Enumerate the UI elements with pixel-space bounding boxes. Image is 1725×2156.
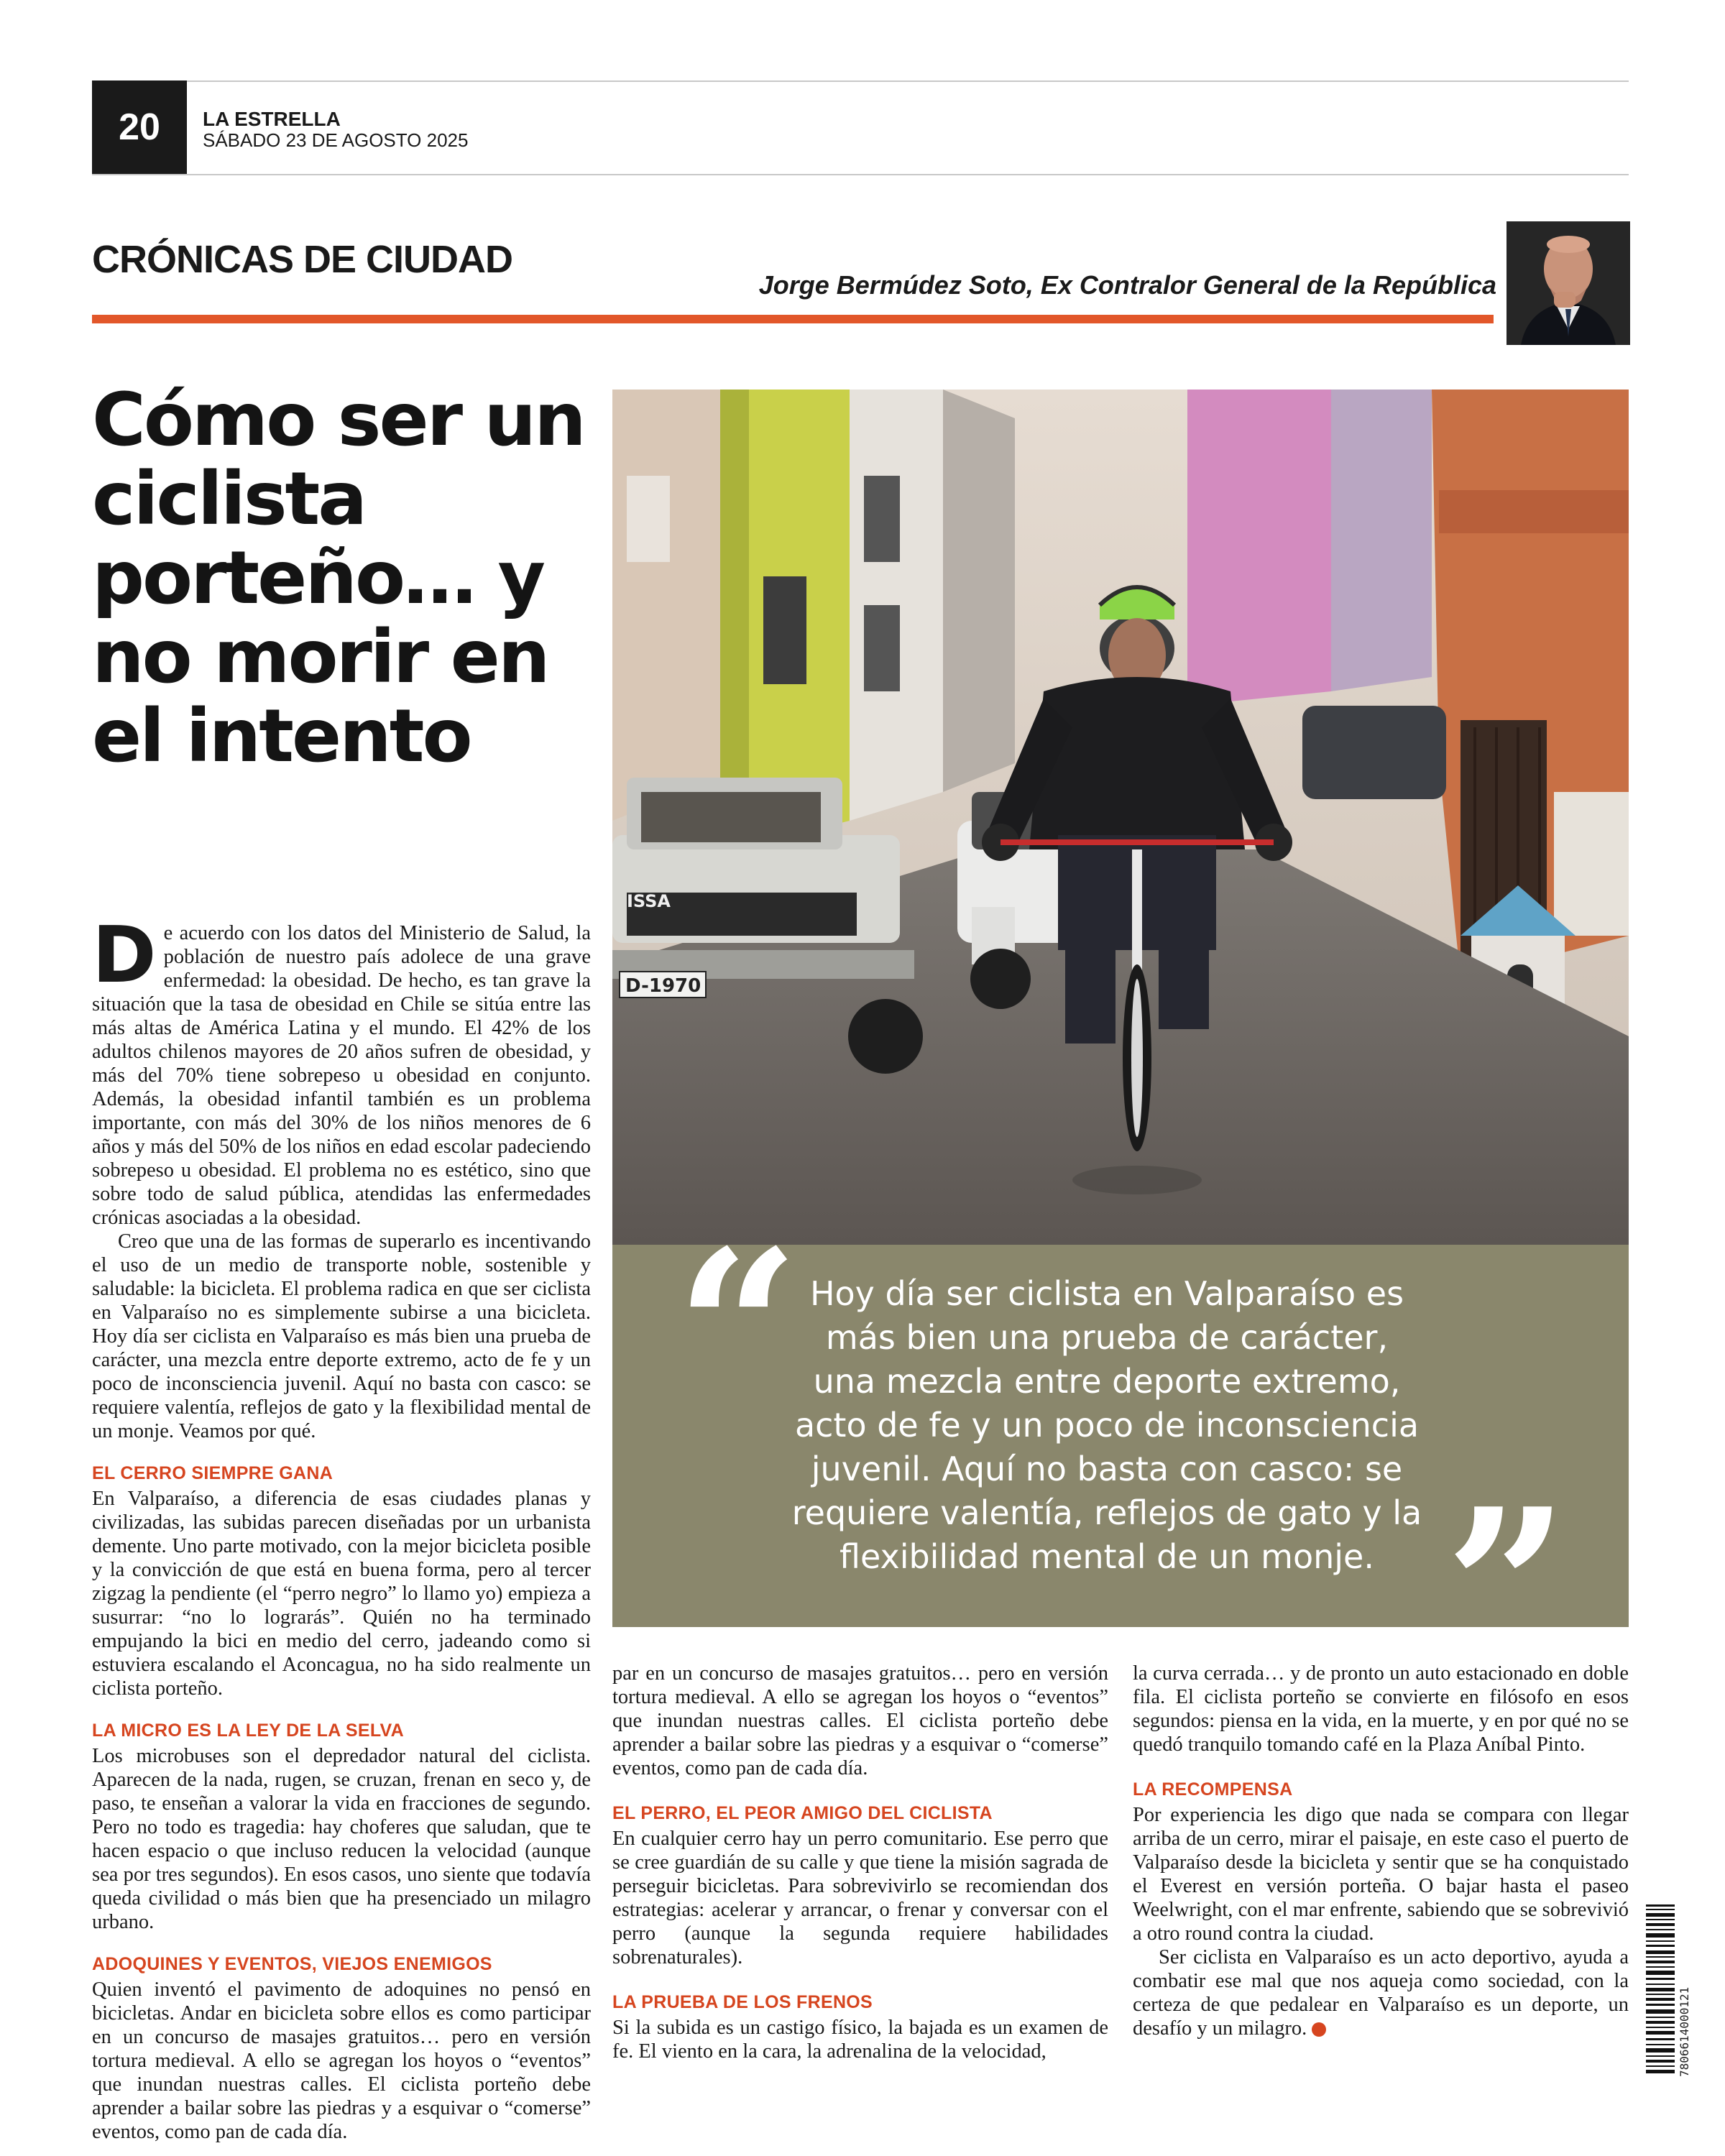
author-byline: Jorge Bermúdez Soto, Ex Contralor General de la República bbox=[758, 270, 1496, 300]
header-bottom-rule bbox=[92, 174, 1629, 175]
paragraph: Quien inventó el pavimento de adoquines no pensó en bicicletas. Andar en bicicleta sobre ellos es como participar en un concurso de masajes gratuitos… pero en versión tortura medieval. A ello se agregan los hoyos o “eventos” que inundan nuestras calles. El ciclista porteño debe aprender a bailar sobre las piedras y a esquivar o “comerse” eventos, como pan de cada día. bbox=[92, 1978, 591, 2143]
paragraph: En cualquier cerro hay un perro comunitario. Ese perro que se cree guardián de su calle y que tiene la misión sagrada de perseguir bicicletas. Para sobrevivirlo se recomiendan dos estrategias: acelerar y arrancar, o frenar y conversar con el perro (aunque la segunda requiere habilidades sobrenaturales). bbox=[612, 1828, 1108, 1968]
issue-date: SÁBADO 23 DE AGOSTO 2025 bbox=[203, 129, 469, 151]
paragraph-continued: la curva cerrada… y de pronto un auto estacionado en doble fila. El ciclista porteño se convierte en filósofo en esos segundos: piensa en la vida, en la muerte, y en por qué no se quedó tranquilo tomando café en la Plaza Aníbal Pinto. bbox=[1133, 1662, 1629, 1756]
paragraph: Si la subida es un castigo físico, la bajada es un examen de fe. El viento en la cara, la adrenalina de la velocidad, bbox=[612, 2017, 1108, 2063]
pull-quote-text: Hoy día ser ciclista en Valparaíso es más bien una prueba de carácter, una mezcla entre deporte extremo, acto de fe y un poco de inconsciencia juvenil. Aquí no basta con casco: se requiere valentía, reflejos de gato y la flexibilidad mental de un monje. bbox=[791, 1274, 1422, 1576]
subhead-micro: LA MICRO ES LA LEY DE LA SELVA bbox=[92, 1720, 405, 1741]
newspaper-name: LA ESTRELLA bbox=[203, 108, 341, 130]
paragraph: Creo que una de las formas de superarlo es incentivando el uso de un medio de transporte noble, sostenible y saludable: la bicicleta. El problema radica en que ser ciclista en Valparaíso no es simplemente subirse a una bicicleta. Hoy día ser ciclista en Valparaíso es más bien una prueba de carácter, una mezcla entre deporte extremo, acto de fe y un poco de inconsciencia juvenil. Aquí no basta con casco: se requiere valentía, reflejos de gato y la flexibilidad mental de un monje. Veamos por qué. bbox=[92, 1230, 591, 1442]
section-title: CRÓNICAS DE CIUDAD bbox=[92, 238, 513, 281]
barcode-number: 7806614000121 bbox=[1678, 1986, 1691, 2077]
section-rule bbox=[92, 315, 1494, 323]
license-plate: D-1970 bbox=[625, 975, 702, 997]
subhead-perro: EL PERRO, EL PEOR AMIGO DEL CICLISTA bbox=[612, 1803, 993, 1823]
paragraph-continued: par en un concurso de masajes gratuitos… pero en versión tortura medieval. A ello se agregan los hoyos o “eventos” que inundan nuestras calles. El ciclista porteño debe aprender a bailar sobre las piedras y a esquivar o “comerse” eventos, como pan de cada día. bbox=[612, 1662, 1108, 1779]
top-rule bbox=[92, 80, 1629, 82]
subhead-cerro: EL CERRO SIEMPRE GANA bbox=[92, 1463, 334, 1483]
page-number: 20 bbox=[92, 80, 187, 174]
author-portrait bbox=[1506, 221, 1630, 345]
truck-badge: ISSA bbox=[627, 891, 671, 911]
paragraph: En Valparaíso, a diferencia de esas ciudades planas y civilizadas, las subidas parecen diseñadas por un urbanista demente. Uno parte motivado, con la mejor bicicleta posible y la convicción de que está en buena forma, pero al tercer zigzag la pendiente (el “perro negro” lo llamo yo) empieza a susurrar: “no lo lograrás”. Quién no ha terminado empujando la bici en medio del cerro, jadeando como si estuviera escalando el Aconcagua, no ha sido realmente un ciclista porteño. bbox=[92, 1488, 591, 1700]
close-quote-mark: ” bbox=[1445, 1461, 1569, 1715]
column-2 bbox=[612, 1662, 1108, 2063]
open-quote-mark: “ bbox=[676, 1202, 800, 1456]
paragraph: Por experiencia les digo que nada se compara con llegar arriba de un cerro, mirar el paisaje, en este caso el puerto de Valparaíso desde la bicicleta y sentir que se ha conquistado el Everest en versión porteña. O bajar hasta el paseo Weelwright, con el mar enfrente, sabiendo que se sobrevivió a otro round contra la ciudad. bbox=[1133, 1804, 1629, 1945]
closing-paragraph: Ser ciclista en Valparaíso es un acto deportivo, ayuda a combatir ese mal que nos aqueja como sociedad, con la certeza de que pedalear en Valparaíso es un deporte, un desafío y un milagro. ✚ bbox=[1133, 1946, 1629, 2040]
paragraph: Los microbuses son el depredador natural del ciclista. Aparecen de la nada, rugen, se cruzan, frenan en seco y, de paso, te enseñan a valorar la vida en fracciones de segundo. Pero no todo es tragedia: hay choferes que saludan, que te hacen espacio o que incluso reducen la velocidad (aunque sea por tres segundos). En esos casos, uno siente que todavía queda civilidad o más bien que ha presenciado un milagro urbano. bbox=[92, 1745, 591, 1933]
column-3 bbox=[1133, 1662, 1629, 2040]
drop-cap: D bbox=[92, 911, 157, 1000]
intro-paragraph: De acuerdo con los datos del Ministerio de Salud, la población de nuestro país adolece de una grave enfermedad: la obesidad. De hecho, es tan grave la situación que la tasa de obesidad en Chile se sitúa entre las más altas de América Latina y el mundo. El 42% de los adultos chilenos mayores de 20 años sufren de obesidad, y más del 70% tiene sobrepeso u obesidad en conjunto. Además, la obesidad infantil también es un problema importante, con más del 30% de los niños menores de 6 años y más del 50% de los niños en edad escolar padeciendo sobrepeso u obesidad. El problema no es estético, sino que sobre todo de salud pública, atendidas las enfermedades crónicas asociadas a la obesidad. bbox=[92, 911, 591, 1229]
column-1 bbox=[92, 911, 591, 2143]
end-mark-icon: ✚ bbox=[1312, 2022, 1326, 2037]
subhead-frenos: LA PRUEBA DE LOS FRENOS bbox=[612, 1992, 873, 2012]
subhead-recompensa: LA RECOMPENSA bbox=[1133, 1779, 1293, 1800]
cyclist-photo bbox=[612, 390, 1629, 1245]
barcode-image bbox=[1646, 1904, 1675, 2077]
headline: Cómo ser un ciclista porteño… y no morir en el intento bbox=[92, 377, 584, 779]
subhead-adoquines: ADOQUINES Y EVENTOS, VIEJOS ENEMIGOS bbox=[92, 1954, 492, 1974]
